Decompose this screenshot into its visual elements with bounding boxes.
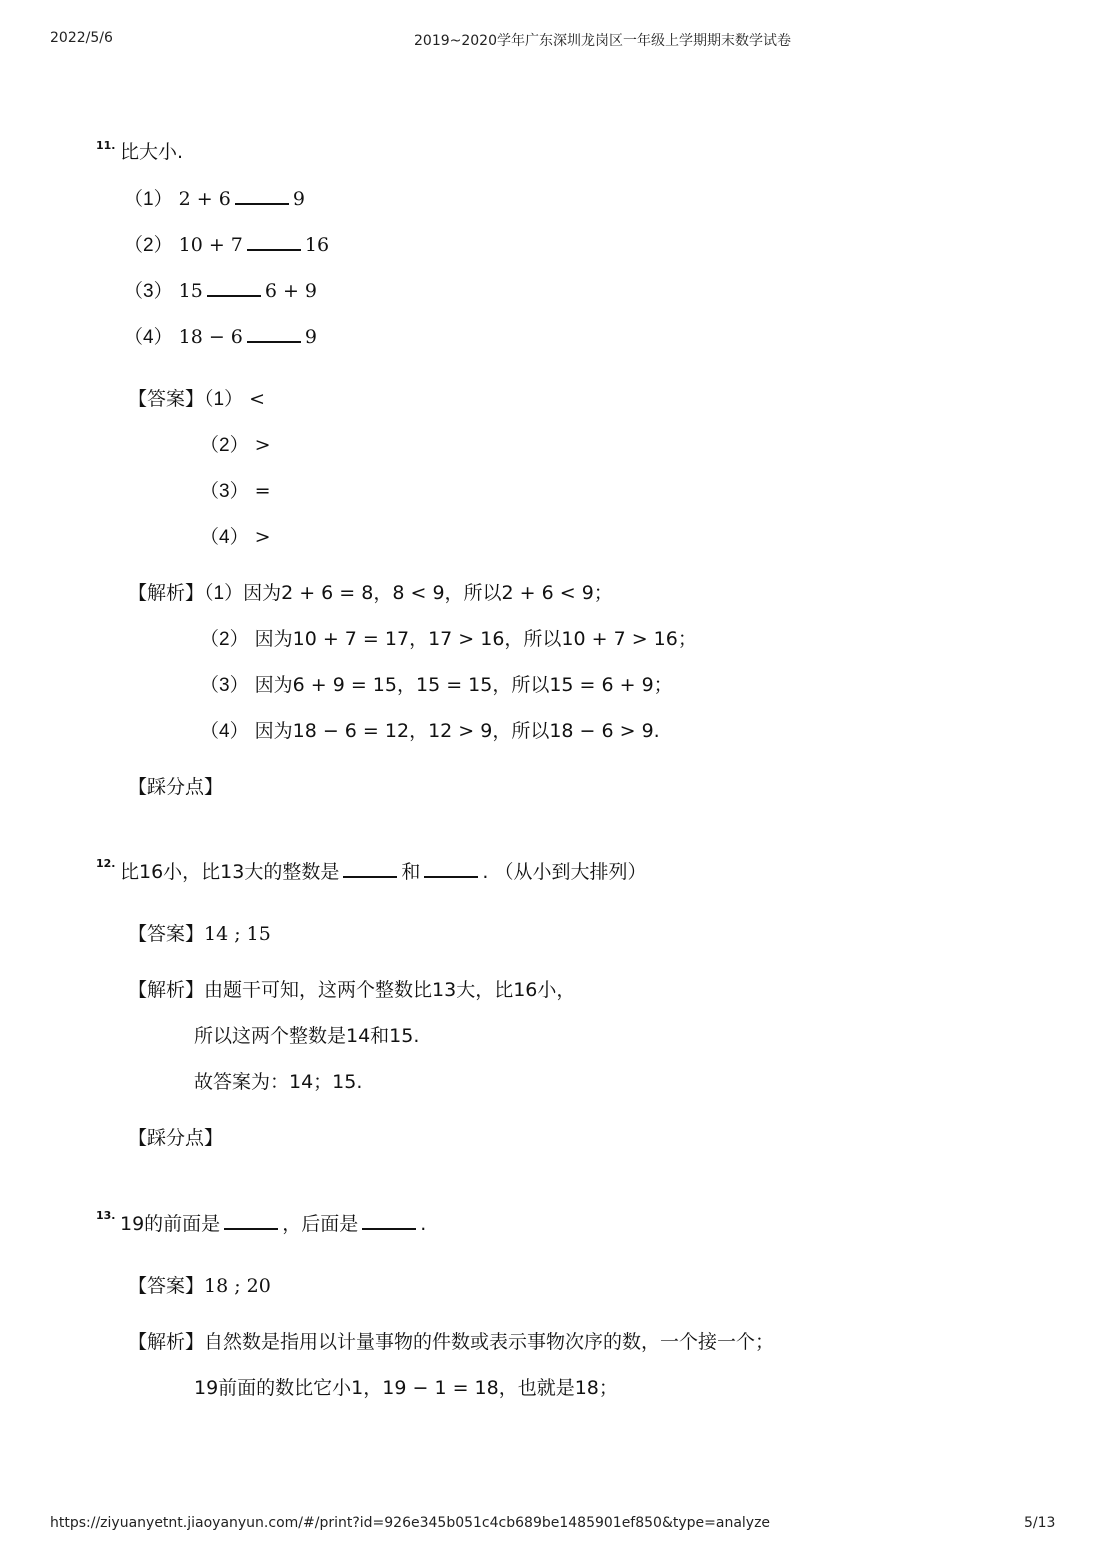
compare-item <box>124 323 317 350</box>
answer-row <box>128 1274 271 1298</box>
answer-blank <box>247 323 301 343</box>
analysis-tag: 【解析】 <box>128 979 205 1001</box>
analysis-text: 19前面的数比它小1，19 − 1 = 18，也就是18； <box>194 1377 618 1399</box>
question-number: 11. <box>96 139 116 152</box>
analysis-text: 因为6 + 9 = 15，15 = 15，所以15 = 6 + 9； <box>254 674 673 696</box>
answer-label: （2） <box>200 435 249 456</box>
answer-blank <box>424 858 478 878</box>
answer-label: （4） <box>200 527 249 548</box>
analysis-text: 故答案为：14；15. <box>194 1071 363 1093</box>
header-date: 2022/5/6 <box>50 30 113 46</box>
item-left: 18 − 6 <box>178 326 243 348</box>
analysis-label: （2） <box>200 629 249 650</box>
compare-item <box>124 185 305 212</box>
stem-part: 和 <box>401 861 421 883</box>
analysis-tag: 【解析】 <box>128 1331 205 1353</box>
points-tag: 【踩分点】 <box>128 776 224 798</box>
points-tag: 【踩分点】 <box>128 1127 224 1149</box>
analysis-label: （4） <box>200 721 249 742</box>
item-right: 9 <box>304 326 317 348</box>
analysis-text: 因为10 + 7 = 17，17 > 16，所以10 + 7 > 16； <box>254 628 697 650</box>
item-left: 10 + 7 <box>178 234 243 256</box>
answer-row <box>200 479 271 504</box>
analysis-text: 因为2 + 6 = 8，8 < 9，所以2 + 6 < 9； <box>243 582 613 604</box>
answer-blank <box>362 1210 416 1230</box>
answer-blank <box>247 231 301 251</box>
question-stem: 比大小. <box>120 141 184 163</box>
answer-blank <box>224 1210 278 1230</box>
answer-value: 14 ; 15 <box>204 923 271 945</box>
analysis-text: 所以这两个整数是14和15. <box>194 1025 420 1047</box>
answer-row <box>200 525 271 550</box>
analysis-row <box>128 978 575 1002</box>
item-label: （4） <box>124 327 173 348</box>
item-right: 6 + 9 <box>264 280 317 302</box>
analysis-tag: 【解析】 <box>128 582 205 604</box>
header-title: 2019~2020学年广东深圳龙岗区一年级上学期期末数学试卷 <box>414 33 791 49</box>
analysis-text: 由题干可知，这两个整数比13大，比16小， <box>204 979 576 1001</box>
stem-part: 19的前面是 <box>120 1213 221 1235</box>
answer-value: 18 ; 20 <box>204 1275 271 1297</box>
analysis-row <box>128 581 613 606</box>
answer-row <box>200 433 271 458</box>
item-right: 9 <box>292 188 305 210</box>
analysis-row <box>128 1330 774 1354</box>
analysis-label: （1） <box>204 583 244 604</box>
answer-tag: 【答案】 <box>128 388 205 410</box>
answer-tag: 【答案】 <box>128 923 205 945</box>
answer-blank <box>207 277 261 297</box>
analysis-text: 自然数是指用以计量事物的件数或表示事物次序的数，一个接一个； <box>204 1331 775 1353</box>
stem-part: . <box>420 1213 427 1235</box>
compare-item <box>124 277 317 304</box>
question-stem <box>120 1210 426 1236</box>
item-right: 16 <box>304 234 330 256</box>
answer-blank <box>343 858 397 878</box>
question-stem <box>120 858 646 884</box>
answer-value: > <box>254 526 271 548</box>
stem-part: . （从小到大排列） <box>482 861 647 883</box>
analysis-row <box>200 719 660 744</box>
question-number: 13. <box>96 1209 116 1222</box>
answer-label: （1） <box>204 389 244 410</box>
page-number: 5/13 <box>1024 1515 1056 1531</box>
answer-value: = <box>254 480 271 502</box>
stem-part: 比16小，比13大的整数是 <box>120 861 340 883</box>
answer-label: （3） <box>200 481 249 502</box>
item-label: （3） <box>124 281 173 302</box>
compare-item <box>124 231 329 258</box>
item-left: 15 <box>178 280 203 302</box>
answer-blank <box>235 185 289 205</box>
stem-part: ，后面是 <box>282 1213 359 1235</box>
answer-value: > <box>254 434 271 456</box>
analysis-label: （3） <box>200 675 249 696</box>
analysis-row <box>200 673 673 698</box>
item-label: （2） <box>124 235 173 256</box>
analysis-row <box>200 627 697 652</box>
answer-tag: 【答案】 <box>128 1275 205 1297</box>
analysis-text: 因为18 − 6 = 12，12 > 9，所以18 − 6 > 9. <box>254 720 660 742</box>
item-label: （1） <box>124 189 173 210</box>
answer-value: < <box>249 388 266 410</box>
footer-url[interactable]: https://ziyuanyetnt.jiaoyanyun.com/#/print?id=926e345b051c4cb689be1485901ef850&type=analyze <box>50 1515 771 1531</box>
question-number: 12. <box>96 857 116 870</box>
answer-row <box>128 387 265 412</box>
answer-row <box>128 922 271 946</box>
item-left: 2 + 6 <box>178 188 231 210</box>
